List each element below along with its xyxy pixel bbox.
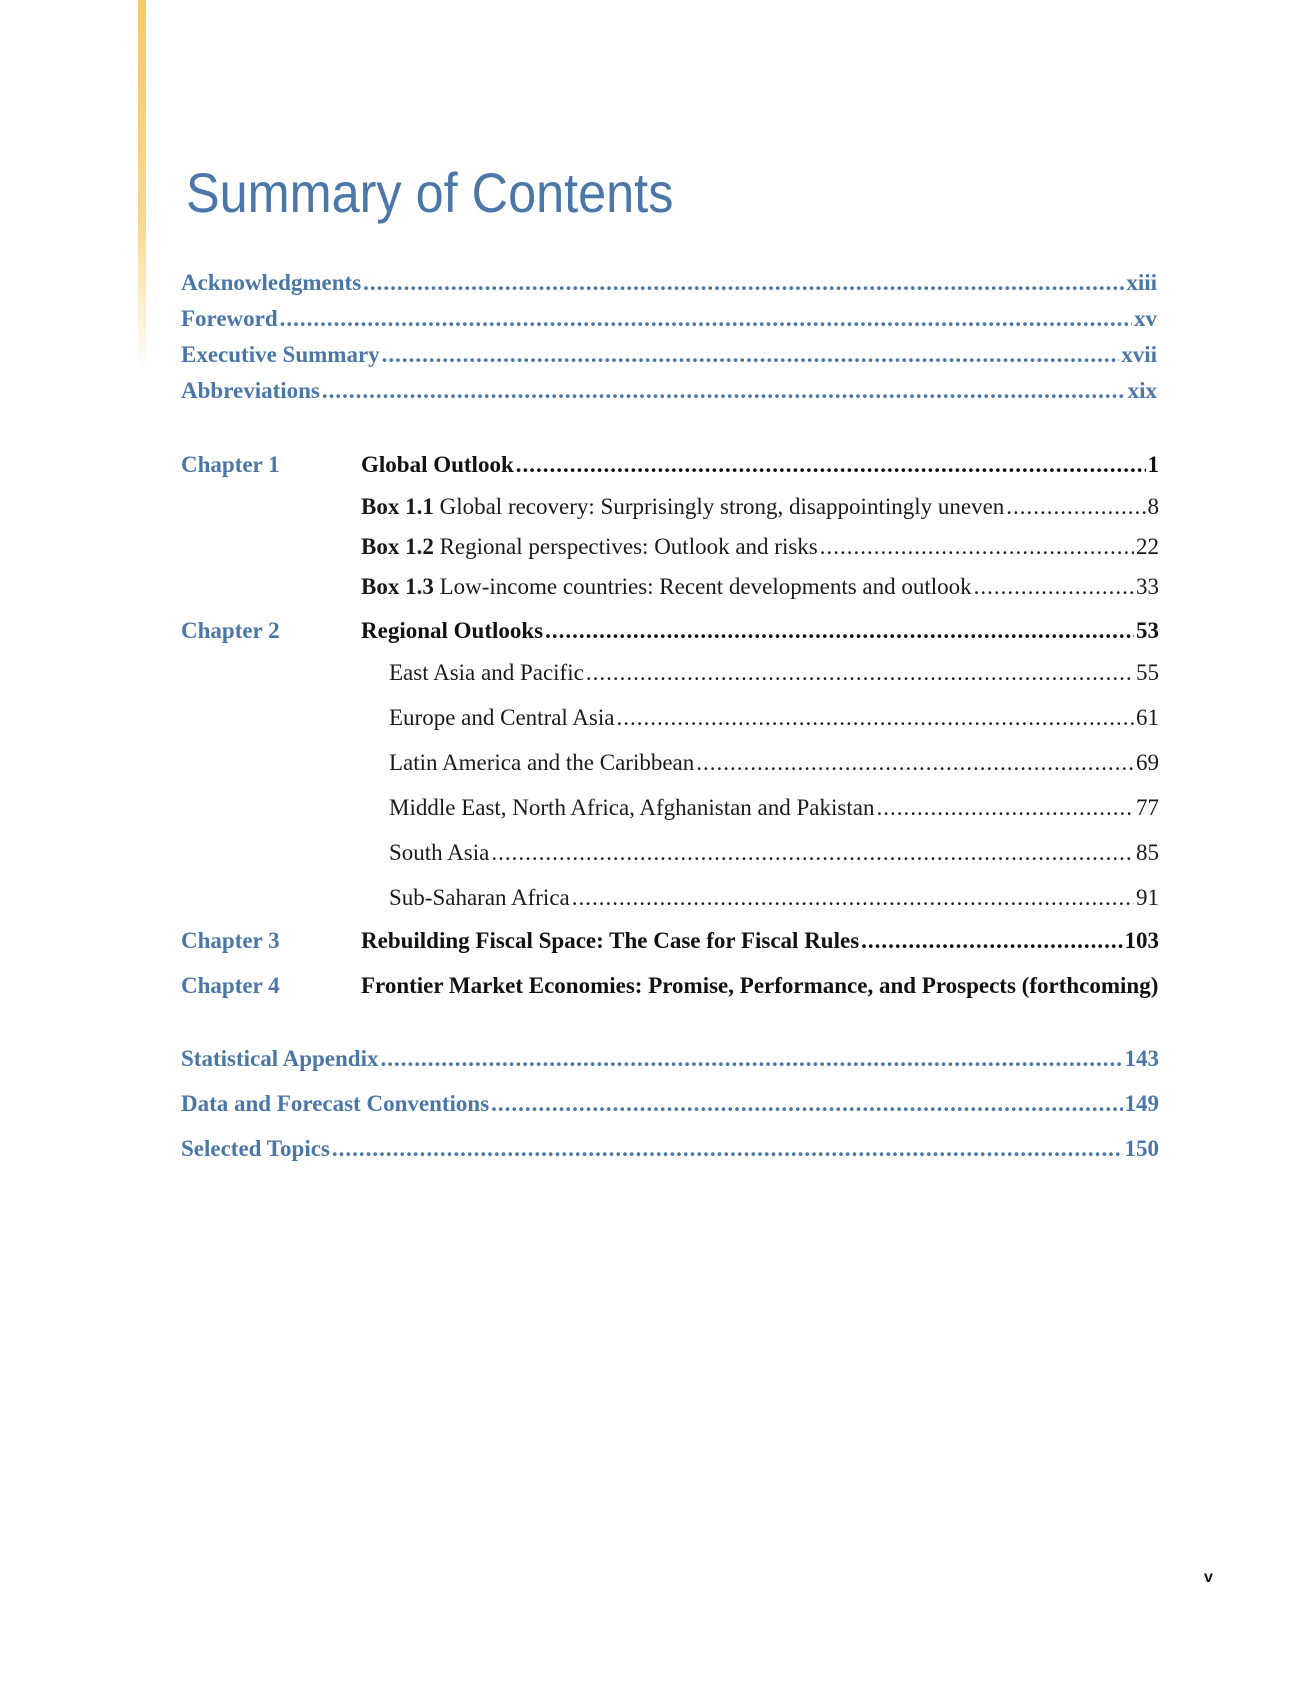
toc-label: Selected Topics <box>181 1136 330 1161</box>
page-number: v <box>1204 1569 1213 1586</box>
dot-leader <box>380 1044 1122 1074</box>
toc-label: Frontier Market Economies: Promise, Performance, and Prospects (forthcoming) <box>361 973 1159 998</box>
toc-page: 149 <box>1124 1091 1159 1116</box>
dot-leader <box>876 793 1134 823</box>
toc-page: 69 <box>1136 750 1159 775</box>
toc-label: Executive Summary <box>181 342 380 367</box>
toc-page: 33 <box>1136 574 1159 599</box>
toc-entry-europe-central-asia[interactable] <box>389 703 1159 733</box>
dot-leader <box>516 450 1146 480</box>
toc-label: Middle East, North Africa, Afghanistan and Pakistan <box>389 795 875 820</box>
toc-label: Acknowledgments <box>181 270 362 295</box>
toc-label: South Asia <box>389 840 490 865</box>
chapter-label-3: Chapter 3 <box>181 928 280 953</box>
toc-page: xv <box>1134 306 1157 331</box>
toc-entry-box-1-1[interactable] <box>361 492 1159 522</box>
toc-label: East Asia and Pacific <box>389 660 584 685</box>
toc-label: Foreword <box>181 306 278 331</box>
box-number: Box 1.2 <box>361 534 434 559</box>
accent-bar <box>138 0 146 370</box>
toc-entry-middle-east-north-africa[interactable] <box>389 793 1159 823</box>
toc-entry-sub-saharan-africa[interactable] <box>389 883 1159 913</box>
dot-leader <box>280 304 1132 334</box>
toc-entry-chapter-2[interactable] <box>361 616 1159 646</box>
toc-entry-chapter-1[interactable] <box>361 450 1159 480</box>
dot-leader <box>974 572 1134 602</box>
toc-entry-executive-summary[interactable] <box>181 340 1157 370</box>
toc-page: xvii <box>1121 342 1157 367</box>
toc-page: xiii <box>1126 270 1157 295</box>
chapter-label-1: Chapter 1 <box>181 452 280 477</box>
toc-entry-chapter-4[interactable] <box>361 971 1158 1001</box>
toc-page: 55 <box>1136 660 1159 685</box>
toc-entry-chapter-3[interactable] <box>361 926 1159 956</box>
dot-leader <box>861 926 1122 956</box>
toc-page: xix <box>1127 378 1157 403</box>
toc-page: 22 <box>1136 534 1159 559</box>
toc-entry-data-forecast-conventions[interactable] <box>181 1089 1159 1119</box>
toc-label: Global Outlook <box>361 452 514 477</box>
toc-entry-selected-topics[interactable] <box>181 1134 1159 1164</box>
dot-leader <box>572 883 1134 913</box>
toc-entry-latin-america-caribbean[interactable] <box>389 748 1159 778</box>
toc-entry-acknowledgments[interactable] <box>181 268 1157 298</box>
dot-leader <box>545 616 1134 646</box>
toc-entry-box-1-3[interactable] <box>361 572 1159 602</box>
toc-label: Low-income countries: Recent developments and outlook <box>439 574 972 599</box>
box-number: Box 1.1 <box>361 494 434 519</box>
toc-page: 53 <box>1136 618 1159 643</box>
toc-entry-foreword[interactable] <box>181 304 1157 334</box>
dot-leader <box>616 703 1134 733</box>
dot-leader <box>332 1134 1123 1164</box>
page-title: Summary of Contents <box>186 161 674 224</box>
toc-entry-south-asia[interactable] <box>389 838 1159 868</box>
toc-label: Data and Forecast Conventions <box>181 1091 490 1116</box>
dot-leader <box>382 340 1120 370</box>
toc-page: 8 <box>1147 494 1159 519</box>
dot-leader <box>491 1089 1122 1119</box>
toc-label: Latin America and the Caribbean <box>389 750 695 775</box>
toc-entry-box-1-2[interactable] <box>361 532 1159 562</box>
toc-label: Regional Outlooks <box>361 618 544 643</box>
toc-page: 91 <box>1136 885 1159 910</box>
toc-label: Sub-Saharan Africa <box>389 885 570 910</box>
chapter-label-4: Chapter 4 <box>181 973 280 998</box>
toc-entry-statistical-appendix[interactable] <box>181 1044 1159 1074</box>
dot-leader <box>322 376 1126 406</box>
toc-page: 85 <box>1136 840 1159 865</box>
box-number: Box 1.3 <box>361 574 434 599</box>
dot-leader <box>491 838 1134 868</box>
toc-page: 1 <box>1147 452 1159 477</box>
toc-page: 61 <box>1136 705 1159 730</box>
dot-leader <box>1006 492 1145 522</box>
toc-entry-east-asia-pacific[interactable] <box>389 658 1159 688</box>
toc-page: 77 <box>1136 795 1159 820</box>
toc-page: 103 <box>1124 928 1159 953</box>
toc-page: 150 <box>1124 1136 1159 1161</box>
toc-label: Regional perspectives: Outlook and risks <box>439 534 818 559</box>
toc-label: Rebuilding Fiscal Space: The Case for Fiscal Rules <box>361 928 860 953</box>
toc-page: 143 <box>1124 1046 1159 1071</box>
toc-entry-abbreviations[interactable] <box>181 376 1157 406</box>
toc-label: Europe and Central Asia <box>389 705 615 730</box>
chapter-label-2: Chapter 2 <box>181 618 280 643</box>
dot-leader <box>820 532 1134 562</box>
toc-label: Statistical Appendix <box>181 1046 379 1071</box>
toc-label: Global recovery: Surprisingly strong, disappointingly uneven <box>439 494 1005 519</box>
dot-leader <box>696 748 1134 778</box>
toc-label: Abbreviations <box>181 378 320 403</box>
dot-leader <box>586 658 1134 688</box>
dot-leader <box>363 268 1124 298</box>
